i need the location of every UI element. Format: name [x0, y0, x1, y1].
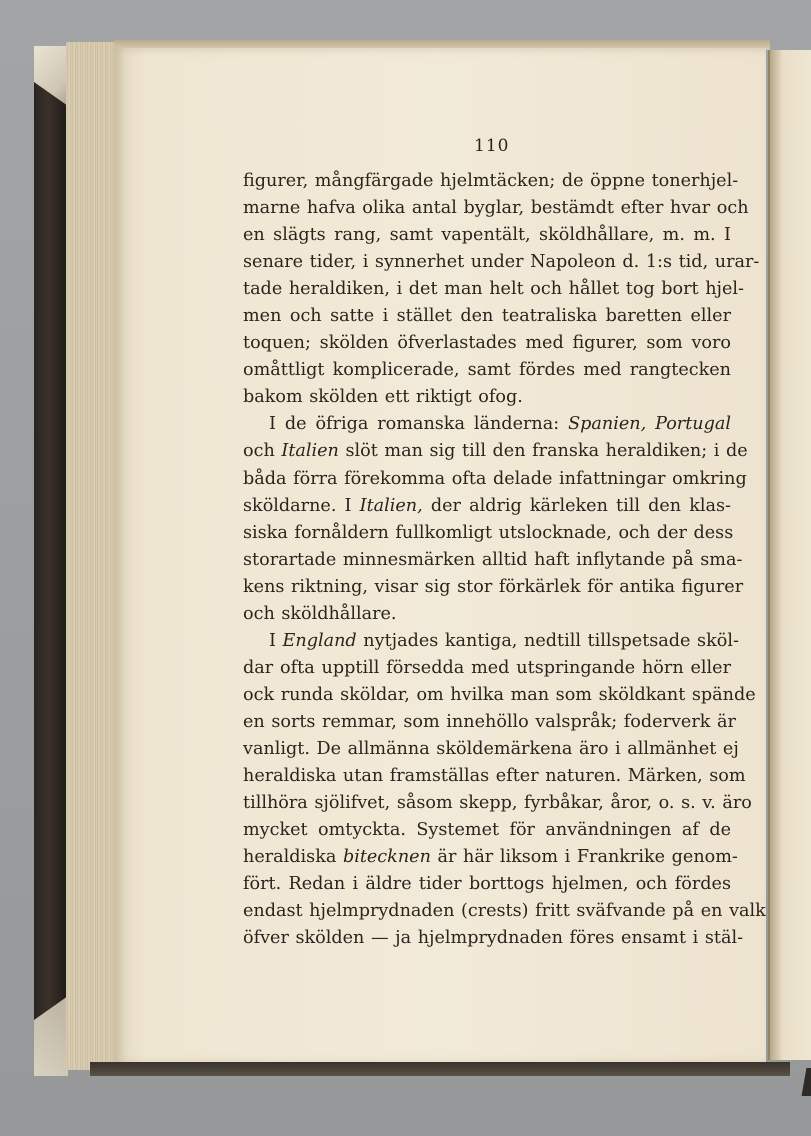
text-run: men och satte i stället den teatraliska baretten eller: [243, 306, 731, 327]
text-run: figurer, mångfärgade hjelmtäcken; de öppne tonerhjel-: [243, 171, 739, 191]
text-line: [243, 195, 749, 222]
text-run: öfver skölden — ja hjelmprydnaden föres ensamt i stäl-: [243, 928, 744, 949]
text-line: [243, 411, 731, 438]
facing-page-edge: [768, 50, 811, 1060]
text-run: tade heraldiken, i det man helt och hållet tog bort hjel-: [243, 279, 744, 300]
text-line: [243, 384, 731, 411]
italic-text: bitecknen: [342, 847, 431, 868]
text-line: [243, 871, 731, 898]
text-run: mycket omtyckta. Systemet för användningen af de: [243, 820, 731, 841]
text-run: är här liksom i Frankrike genom-: [430, 847, 738, 868]
text-run: kens riktning, visar sig stor förkärlek för antika figurer: [243, 576, 744, 597]
text-line: [243, 628, 739, 655]
text-line: [243, 520, 734, 547]
italic-text: Spanien, Portugal: [568, 414, 731, 435]
text-run: tillhöra sjölifvet, såsom skepp, fyrbåkar, åror, o. s. v. äro: [243, 793, 752, 814]
text-run: toquen; skölden öfverlastades med figurer, som voro: [243, 333, 731, 354]
text-line: [243, 249, 760, 276]
text-run: sköldarne. I: [243, 495, 360, 516]
cover-corner-bottom: [34, 996, 68, 1076]
italic-text: Italien,: [359, 495, 423, 516]
text-line: [243, 709, 736, 736]
text-line: [243, 547, 743, 574]
text-line: [243, 303, 731, 330]
book-bottom-edge: [90, 1062, 790, 1076]
text-run: heraldiska utan framställas efter naturen. Märken, som: [243, 766, 746, 787]
text-run: endast hjelmprydnaden (crests) fritt sväfvande på en valk: [243, 901, 766, 922]
text-line: [243, 493, 731, 520]
text-line: [243, 817, 731, 844]
cover-corner-top: [34, 46, 68, 106]
text-line: [243, 790, 752, 817]
text-run: marne hafva olika antal byglar, bestämdt efter hvar och: [243, 198, 749, 219]
text-line: [243, 763, 746, 790]
text-line: [243, 898, 766, 925]
body-text: [243, 168, 766, 952]
text-run: storartade minnesmärken alltid haft inflytande på sma-: [243, 549, 743, 570]
text-line: [243, 168, 739, 195]
text-run: siska fornåldern fullkomligt utslocknade, och der dess: [243, 522, 734, 543]
text-line: [243, 438, 748, 465]
text-line: [243, 357, 731, 384]
text-run: en slägts rang, samt vapentält, sköldhållare, m. m. I: [243, 225, 731, 246]
text-line: [243, 330, 731, 357]
page-number: 110: [474, 136, 510, 156]
text-line: [243, 925, 744, 952]
text-run: båda förra förekomma ofta delade infattningar omkring: [243, 468, 747, 489]
text-line: [243, 844, 738, 871]
text-run: senare tider, i synnerhet under Napoleon d. 1:s tid, urar-: [243, 252, 760, 273]
text-run: I: [269, 630, 283, 651]
text-run: vanligt. De allmänna sköldemärkena äro i allmänhet ej: [243, 738, 739, 759]
text-run: fört. Redan i äldre tider borttogs hjelmen, och fördes: [243, 874, 731, 895]
text-line: [243, 466, 747, 493]
text-run: slöt man sig till den franska heraldiken; i de: [338, 441, 748, 462]
text-run: der aldrig kärleken till den klas-: [422, 495, 731, 516]
text-run: ock runda sköldar, om hvilka man som sköldkant spände: [243, 684, 756, 705]
italic-text: Italien: [281, 441, 339, 462]
text-run: heraldiska: [243, 847, 343, 868]
text-run: en sorts remmar, som innehöllo valspråk; foderverk är: [243, 711, 736, 732]
text-line: [243, 682, 756, 709]
text-run: och sköldhållare.: [243, 603, 397, 624]
text-line: [243, 736, 739, 763]
text-run: omåttligt komplicerade, samt fördes med rangtecken: [243, 360, 731, 381]
text-line: [243, 222, 731, 249]
text-run: I de öfriga romanska länderna:: [269, 414, 569, 435]
text-run: och: [243, 441, 282, 462]
text-line: [243, 276, 744, 303]
text-line: [243, 655, 731, 682]
text-run: bakom skölden ett riktigt ofog.: [243, 387, 523, 408]
italic-text: England: [282, 630, 357, 651]
text-run: dar ofta upptill försedda med utspringande hörn eller: [243, 657, 731, 678]
text-run: nytjades kantiga, nedtill tillspetsade sköl-: [356, 630, 739, 651]
text-line: [243, 601, 731, 628]
text-line: [243, 574, 744, 601]
book-cover-spine: [34, 46, 68, 1076]
bookmark-ribbon: [802, 1068, 811, 1096]
